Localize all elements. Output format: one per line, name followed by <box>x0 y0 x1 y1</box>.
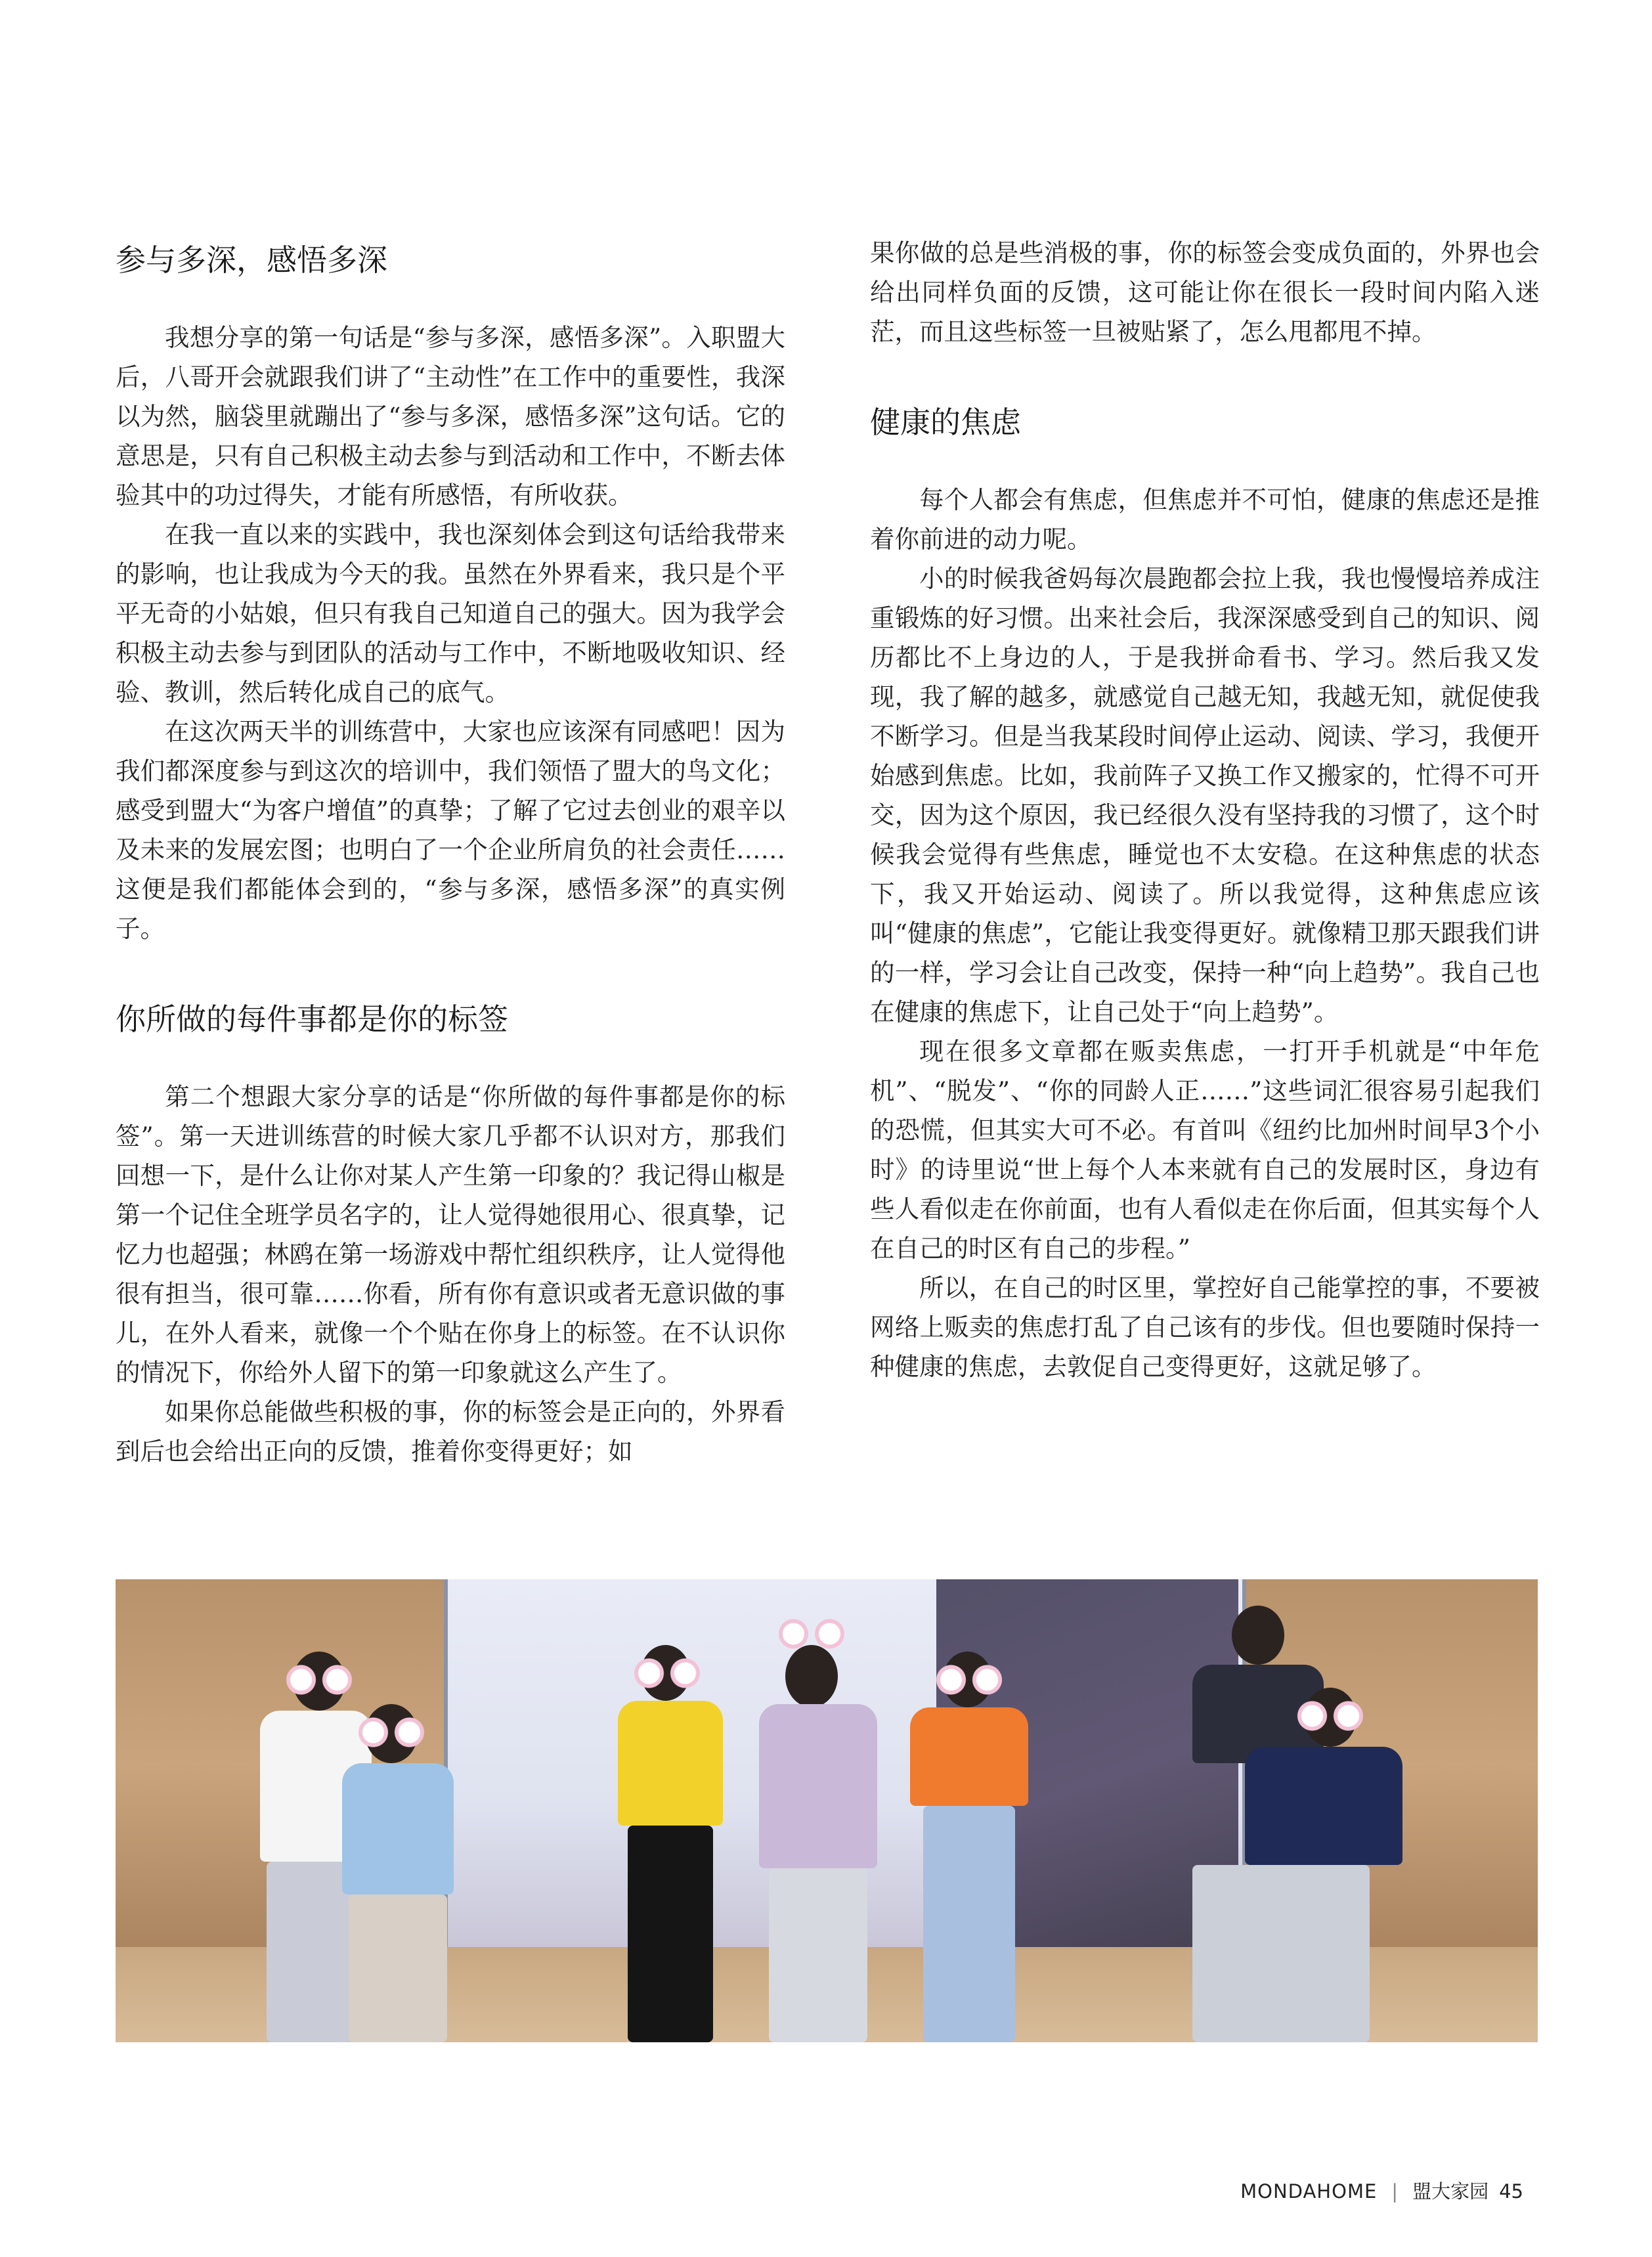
section-gap <box>870 351 1540 392</box>
footer-section: 盟大家园 <box>1412 2180 1489 2202</box>
left-column <box>116 230 785 1471</box>
paragraph: 我想分享的第一句话是“参与多深，感悟多深”。入职盟大后，八哥开会就跟我们讲了“主动性”在工作中的重要性，我深以为然，脑袋里就蹦出了“参与多深，感悟多深”这句话。它的意思是，只有自己积极主动去参与到活动和工作中，不断去体验其中的功过得失，才能有所感悟，有所收获。 <box>116 323 785 510</box>
page-footer <box>1240 2177 1523 2204</box>
person-shirt <box>759 1704 877 1868</box>
paragraph: 所以，在自己的时区里，掌控好自己能掌控的事，不要被网络上贩卖的焦虑打乱了自己该有的步伐。但也要随时保持一种健康的焦虑，去敦促自己变得更好，这就足够了。 <box>870 1273 1540 1381</box>
flower-glasses-icon <box>355 1717 427 1747</box>
person-head <box>1232 1606 1284 1665</box>
page-number: 45 <box>1499 2180 1523 2202</box>
paragraph: 现在很多文章都在贩卖焦虑，一打开手机就是“中年危机”、“脱发”、“你的同龄人正……”这些词汇很容易引起我们的恐慌，但其实大可不必。有首叫《纽约比加州时间早3个小时》的诗里说“世上每个人本来就有自己的发展时区，身边有些人看似走在你前面，也有人看似走在你后面，但其实每个人在自己的时区有自己的步程。” <box>870 1037 1540 1263</box>
section-gap <box>116 948 785 989</box>
person-legs <box>769 1868 867 2042</box>
person-shirt <box>342 1763 454 1895</box>
flower-glasses-icon <box>775 1619 848 1649</box>
flower-glasses-icon <box>1294 1701 1366 1731</box>
paragraph: 在这次两天半的训练营中，大家也应该深有同感吧！因为我们都深度参与到这次的培训中，我们领悟了盟大的鸟文化；感受到盟大“为客户增值”的真挚；了解了它过去创业的艰辛以及未来的发展宏图；也明白了一个企业所肩负的社会责任……这便是我们都能体会到的，“参与多深，感悟多深”的真实例子。 <box>116 717 785 943</box>
section-heading-3: 健康的焦虑 <box>870 405 1021 440</box>
footer-brand: MONDAHOME <box>1240 2180 1378 2202</box>
paragraph: 如果你总能做些积极的事，你的标签会是正向的，外界看到后也会给出正向的反馈，推着你变得更好；如 <box>116 1397 785 1466</box>
person-legs <box>349 1895 447 2042</box>
person-legs <box>923 1806 1015 2042</box>
person-legs <box>1192 1865 1370 2042</box>
person-shirt <box>1245 1747 1402 1865</box>
footer-separator: | <box>1391 2180 1399 2202</box>
paragraph: 每个人都会有焦虑，但焦虑并不可怕，健康的焦虑还是推着你前进的动力呢。 <box>870 485 1540 554</box>
section-heading-2: 你所做的每件事都是你的标签 <box>116 1001 508 1037</box>
section-heading-1: 参与多深，感悟多深 <box>116 242 387 278</box>
group-photo <box>116 1579 1538 2042</box>
flower-glasses-icon <box>933 1665 1005 1695</box>
flower-glasses-icon <box>283 1665 355 1695</box>
paragraph: 在我一直以来的实践中，我也深刻体会到这句话给我带来的影响，也让我成为今天的我。虽然在外界看来，我只是个平平无奇的小姑娘，但只有我自己知道自己的强大。因为我学会积极主动去参与到团队的活动与工作中，不断地吸收知识、经验、教训，然后转化成自己的底气。 <box>116 520 785 707</box>
person-head <box>785 1645 838 1707</box>
person-shirt <box>910 1707 1028 1806</box>
person-legs <box>628 1826 713 2042</box>
flower-glasses-icon <box>631 1658 703 1688</box>
person-shirt <box>618 1701 723 1826</box>
paragraph: 第二个想跟大家分享的话是“你所做的每件事都是你的标签”。第一天进训练营的时候大家几乎都不认识对方，那我们回想一下，是什么让你对某人产生第一印象的？我记得山椒是第一个记住全班学员名字的，让人觉得她很用心、很真挚，记忆力也超强；林鸥在第一场游戏中帮忙组织秩序，让人觉得他很有担当，很可靠……你看，所有你有意识或者无意识做的事儿，在外人看来，就像一个个贴在你身上的标签。在不认识你的情况下，你给外人留下的第一印象就这么产生了。 <box>116 1082 785 1387</box>
right-column <box>870 233 1540 1386</box>
paragraph-continuation: 果你做的总是些消极的事，你的标签会变成负面的，外界也会给出同样负面的反馈，这可能让你在很长一段时间内陷入迷茫，而且这些标签一旦被贴紧了，怎么甩都甩不掉。 <box>870 238 1540 346</box>
paragraph: 小的时候我爸妈每次晨跑都会拉上我，我也慢慢培养成注重锻炼的好习惯。出来社会后，我深深感受到自己的知识、阅历都比不上身边的人，于是我拼命看书、学习。然后我又发现，我了解的越多，就感觉自己越无知，我越无知，就促使我不断学习。但是当我某段时间停止运动、阅读、学习，我便开始感到焦虑。比如，我前阵子又换工作又搬家的，忙得不可开交，因为这个原因，我已经很久没有坚持我的习惯了，这个时候我会觉得有些焦虑，睡觉也不太安稳。在这种焦虑的状态下，我又开始运动、阅读了。所以我觉得，这种焦虑应该叫“健康的焦虑”，它能让我变得更好。就像精卫那天跟我们讲的一样，学习会让自己改变，保持一种“向上趋势”。我自己也在健康的焦虑下，让自己处于“向上趋势”。 <box>870 564 1540 1026</box>
